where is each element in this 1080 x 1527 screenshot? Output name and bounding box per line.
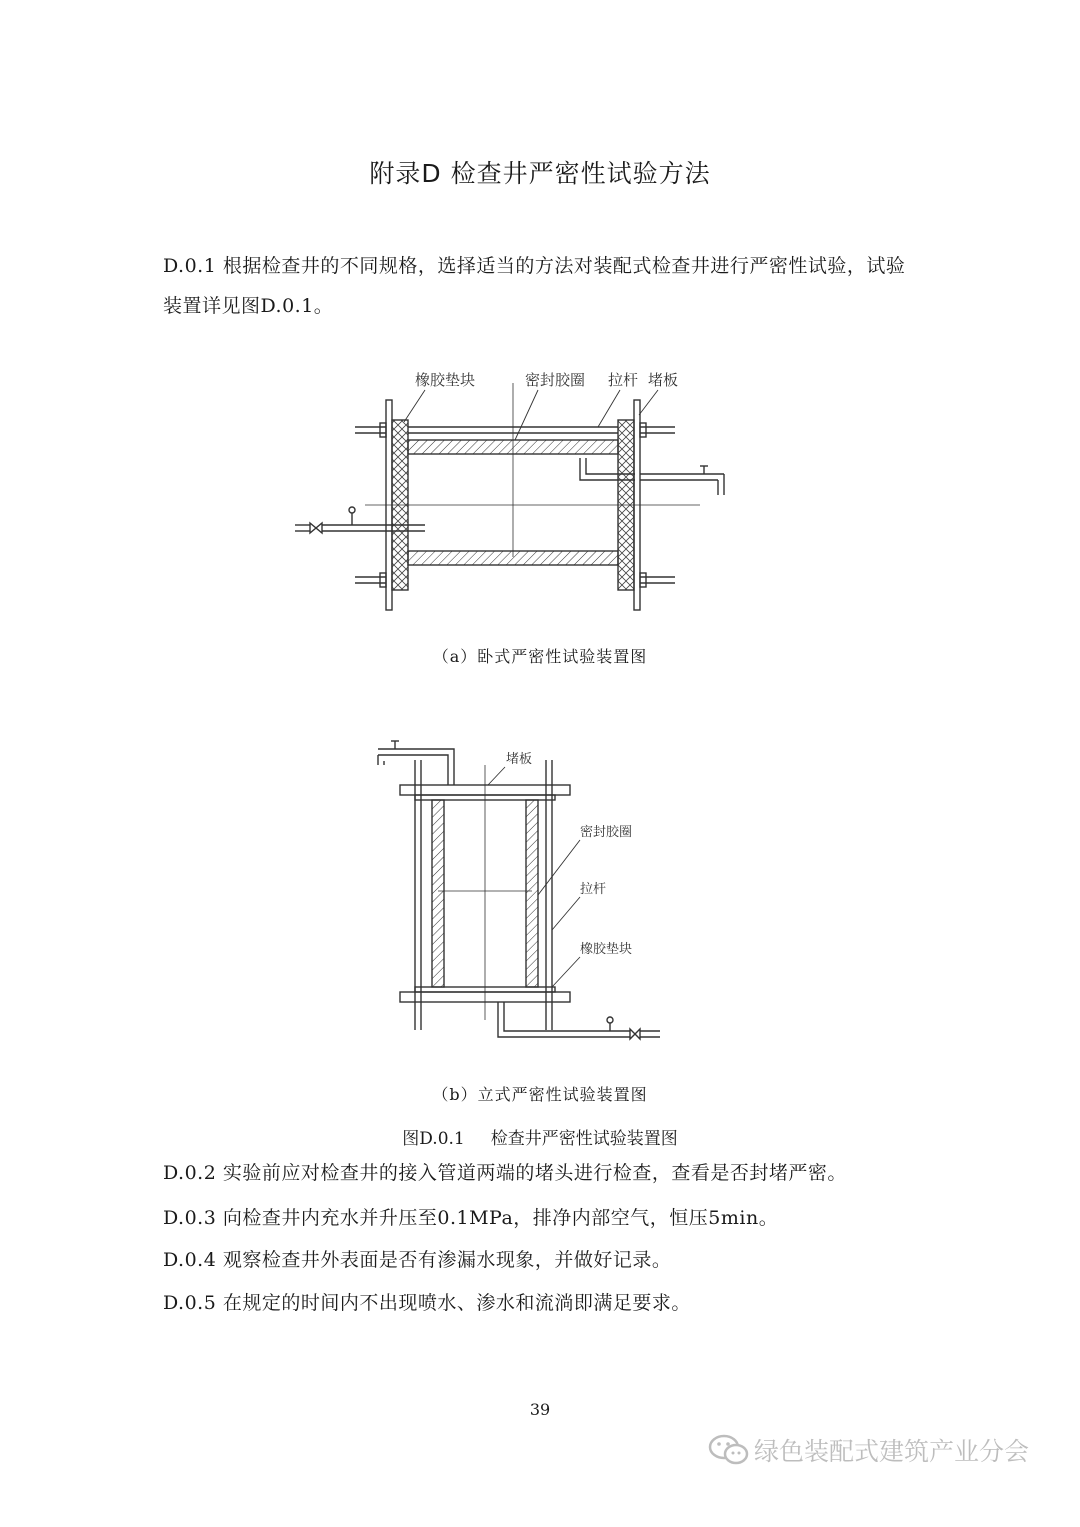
figure-b-diagram [370, 735, 670, 1055]
section-d02: D.0.2 实验前应对检查井的接入管道两端的堵头进行检查，查看是否封堵严密。 [163, 1162, 847, 1184]
figure-a-caption: （a）卧式严密性试验装置图 [432, 647, 648, 666]
fig-b-label-end-plate: 堵板 [506, 752, 533, 767]
page-number: 39 [529, 1400, 551, 1419]
fig-a-label-end-plate: 堵板 [648, 371, 679, 389]
watermark-text: 绿色装配式建筑产业分会 [754, 1437, 1030, 1466]
fig-a-label-rubber-pad: 橡胶垫块 [415, 371, 476, 389]
section-d03: D.0.3 向检查井内充水并升压至0.1MPa，排净内部空气，恒压5min。 [163, 1207, 779, 1229]
figure-caption [0, 1124, 1080, 1149]
figure-b-caption: （b）立式严密性试验装置图 [432, 1085, 648, 1104]
fig-b-label-tie-rod: 拉杆 [580, 882, 607, 897]
section-d04: D.0.4 观察检查井外表面是否有渗漏水现象，并做好记录。 [163, 1249, 672, 1271]
fig-a-label-tie-rod: 拉杆 [608, 371, 639, 389]
figure-title: 检查井严密性试验装置图 [490, 1129, 678, 1149]
section-d05: D.0.5 在规定的时间内不出现喷水、渗水和流淌即满足要求。 [163, 1292, 691, 1314]
fig-b-label-rubber-pad: 橡胶垫块 [580, 942, 633, 957]
fig-a-label-seal-ring: 密封胶圈 [525, 371, 586, 389]
figure-number: 图D.0.1 [402, 1129, 465, 1149]
wechat-icon [708, 1433, 750, 1467]
fig-b-label-seal-ring: 密封胶圈 [580, 825, 633, 840]
page-title: 附录D 检查井严密性试验方法 [369, 159, 711, 188]
watermark [708, 1430, 1058, 1470]
figure-a-diagram [290, 365, 740, 615]
section-d01: D.0.1 根据检查井的不同规格，选择适当的方法对装配式检查井进行严密性试验，试验装置详见图D.0.1。 [163, 255, 906, 317]
